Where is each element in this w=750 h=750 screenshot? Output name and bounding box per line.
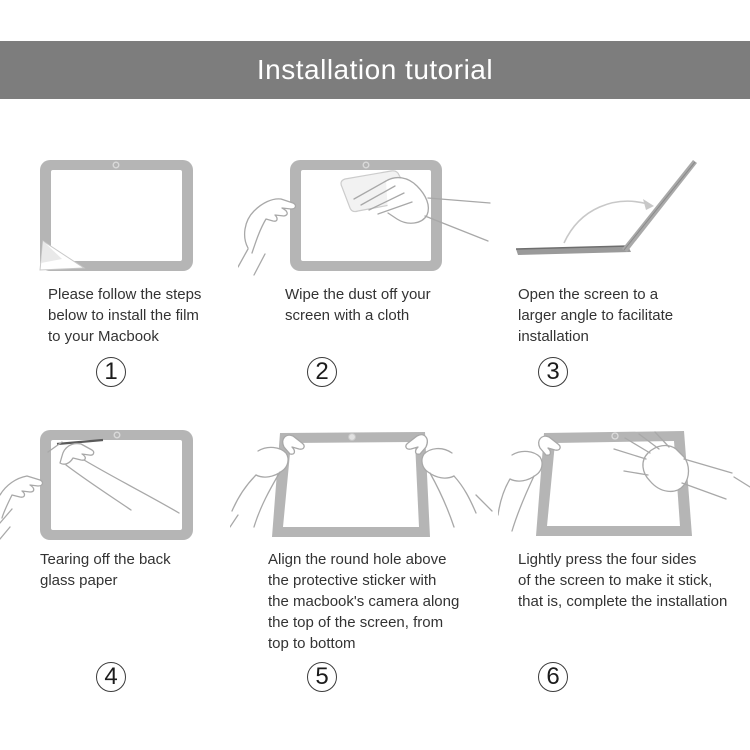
step-1-number-badge: 1 bbox=[96, 357, 126, 387]
step-5-number-badge: 5 bbox=[307, 662, 337, 692]
screen-peel-icon bbox=[20, 153, 245, 278]
caption-line: installation bbox=[518, 328, 589, 345]
caption-line: the top of the screen, from bbox=[268, 614, 444, 631]
page-title: Installation tutorial bbox=[256, 54, 494, 85]
step-2-number-badge: 2 bbox=[307, 357, 337, 387]
step-1-caption bbox=[48, 284, 201, 347]
caption-line: of the screen to make it stick, bbox=[518, 572, 713, 589]
caption-line: Please follow the steps bbox=[48, 286, 202, 303]
open-laptop-illustration bbox=[500, 153, 740, 278]
wipe-cloth-icon bbox=[238, 153, 500, 278]
step-3-number-badge: 3 bbox=[538, 357, 568, 387]
caption-line: screen with a cloth bbox=[285, 307, 410, 324]
step-6-caption bbox=[518, 549, 727, 612]
caption-line: below to install the film bbox=[48, 307, 199, 324]
align-film-icon bbox=[230, 423, 500, 548]
align-film-illustration bbox=[230, 423, 500, 548]
caption-line: that is, complete the installation bbox=[518, 593, 728, 610]
caption-line: top to bottom bbox=[268, 635, 356, 652]
caption-line: glass paper bbox=[40, 572, 118, 589]
step-2-caption bbox=[285, 284, 431, 326]
step-6-number-badge: 6 bbox=[538, 662, 568, 692]
tear-back-paper-illustration bbox=[0, 423, 245, 548]
caption-line: the macbook's camera along bbox=[268, 593, 460, 610]
laptop-open-icon bbox=[500, 153, 740, 278]
press-screen-icon bbox=[498, 423, 750, 548]
tear-paper-icon bbox=[0, 423, 245, 548]
caption-line: Wipe the dust off your bbox=[285, 286, 431, 303]
screen-peeling-film-illustration bbox=[20, 153, 245, 278]
caption-line: Lightly press the four sides bbox=[518, 551, 697, 568]
header-banner bbox=[0, 41, 750, 99]
step-5-caption bbox=[268, 549, 459, 654]
step-4-number-badge: 4 bbox=[96, 662, 126, 692]
caption-line: Tearing off the back bbox=[40, 551, 171, 568]
caption-line: the protective sticker with bbox=[268, 572, 437, 589]
caption-line: to your Macbook bbox=[48, 328, 159, 345]
caption-line: Align the round hole above bbox=[268, 551, 447, 568]
caption-line: larger angle to facilitate bbox=[518, 307, 674, 324]
step-4-caption bbox=[40, 549, 171, 591]
press-screen-illustration bbox=[498, 423, 750, 548]
wipe-screen-illustration bbox=[238, 153, 500, 278]
step-3-caption bbox=[518, 284, 673, 347]
caption-line: Open the screen to a bbox=[518, 286, 659, 303]
